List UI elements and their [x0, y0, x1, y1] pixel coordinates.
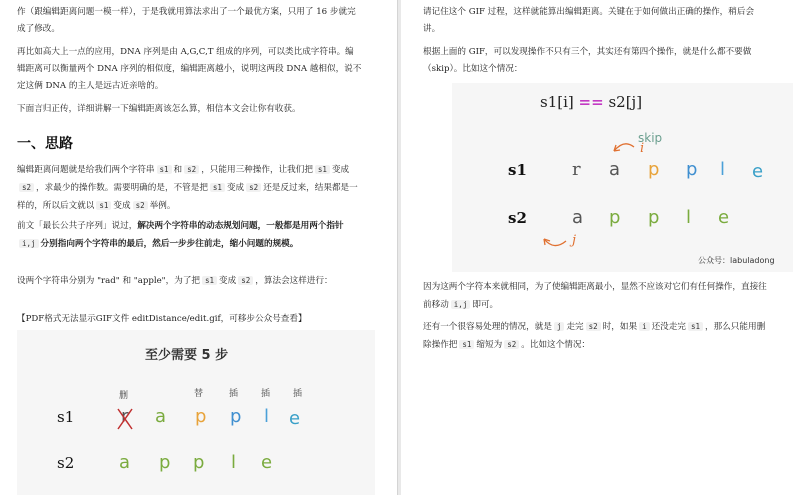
pointer-j-label: j [572, 233, 577, 248]
section-heading: 一、思路 [17, 136, 73, 152]
s2-letter-a: a [572, 207, 584, 228]
text: 变成 [113, 201, 131, 211]
paragraph-dna: 再比如高大上一点的应用，DNA 序列是由 A,G,C,T 组成的序列，可以类比成字符串。编辑距离可以衡量两个 DNA 序列的相似度，编辑距离越小，说明这两段 DNA 越相似，说不定这俩 DNA 的主人是远古近亲啥的。 [17, 47, 362, 91]
s1-letter-e: e [752, 161, 764, 182]
code-s2: s2 [238, 276, 253, 285]
s2-letter-p: p [159, 452, 171, 473]
s1-letter-r: r [121, 406, 129, 427]
s2-letter-l: l [231, 452, 237, 473]
formula-right: s2[j] [608, 93, 643, 111]
bold-text: 分别指向两个字符串的最后，然后一步步往前走，缩小问题的规模。 [40, 239, 299, 249]
code-i: i [639, 322, 650, 331]
code-ij: i,j [451, 300, 471, 309]
code-s2: s2 [246, 183, 261, 192]
text: 即可。 [472, 300, 499, 310]
text: ，求最少的操作数。需要明确的是，不管是把 [36, 183, 208, 193]
text: 还是反过来，结果都是一样的，所以后文就以 [17, 183, 358, 211]
text: 还没走完 [651, 322, 686, 332]
s1-letter-p: p [230, 406, 242, 427]
text: 缩短为 [476, 340, 503, 350]
gif-notice: 【PDF格式无法显示GIF文件 editDistance/edit.gif，可移步公众号查看】 [17, 314, 307, 324]
code-s2: s2 [586, 322, 601, 331]
s2-letter-a: a [119, 452, 131, 473]
code-s1: s1 [157, 165, 172, 174]
edit-steps-figure [17, 330, 375, 495]
text: 变成 [226, 183, 245, 193]
pointer-i-label: i [640, 141, 645, 156]
formula-left: s1[i] [540, 93, 574, 111]
paragraph-intro: 作（跟编辑距离问题一模一样），于是我就用算法求出了一个最优方案，只用了 16 步就完成了修改。 [17, 7, 356, 34]
s2-letter-l: l [686, 207, 692, 228]
op-delete-label: 删 [119, 391, 129, 401]
delete-mark-icon [115, 406, 135, 432]
paragraph-example [17, 272, 362, 290]
right-page [401, 0, 793, 495]
text: ，算法会这样进行： [255, 276, 333, 286]
op-insert-label: 插 [293, 389, 303, 399]
text: 变成 [331, 165, 350, 175]
paragraph-same-chars [423, 279, 768, 314]
text: 因为这两个字符本来就相同，为了使编辑距离最小，显然不应该对它们有任何操作，直接往前移动 [423, 282, 767, 310]
paragraph-remember-gif: 请记住这个 GIF 过程，这样就能算出编辑距离。关键在于如何做出正确的操作，稍后会讲。 [423, 7, 755, 34]
text: 变成 [219, 276, 237, 286]
s2-letter-e: e [718, 207, 730, 228]
text: ，只能用三种操作，让我们把 [201, 165, 313, 175]
code-s1: s1 [459, 340, 474, 349]
arrow-j-icon [540, 229, 570, 253]
s1-label: s1 [508, 161, 527, 179]
text: 举例。 [149, 201, 176, 211]
text: 。比如这个情况： [521, 340, 591, 350]
code-s2: s2 [504, 340, 519, 349]
text: 设两个字符串分别为 "rad" 和 "apple"，为了把 [17, 276, 201, 286]
text: 还有一个很容易处理的情况，就是 [423, 322, 552, 332]
code-s1: s1 [96, 201, 111, 210]
paragraph-dp-approach [17, 218, 362, 253]
s2-letter-p: p [609, 207, 621, 228]
paragraph-j-finished [423, 318, 768, 354]
code-s1: s1 [688, 322, 703, 331]
paragraph-transition: 下面言归正传，详细讲解一下编辑距离该怎么算，相信本文会让你有收获。 [17, 104, 301, 114]
code-s1: s1 [210, 183, 225, 192]
s2-label: s2 [57, 454, 75, 472]
code-s2: s2 [184, 165, 199, 174]
s1-letter-a: a [155, 406, 167, 427]
paragraph-skip-operation: 根据上面的 GIF，可以发现操作不只有三个，其实还有第四个操作，就是什么都不要做（skip）。比如这个情况： [423, 47, 752, 74]
s1-letter-r: r [572, 159, 581, 180]
op-replace-label: 替 [194, 389, 204, 399]
skip-label: skip [638, 131, 663, 145]
s2-letter-e: e [261, 452, 273, 473]
text: ，那么只能用删除操作把 [423, 322, 766, 350]
formula [540, 93, 642, 111]
op-insert-label: 插 [261, 389, 271, 399]
s1-label: s1 [57, 408, 75, 426]
formula-op: == [578, 93, 604, 111]
skip-figure [452, 83, 793, 272]
figure-title: 至少需要 5 步 [145, 348, 229, 363]
s1-letter-p: p [686, 159, 698, 180]
s2-letter-p: p [648, 207, 660, 228]
text: 走完 [566, 322, 584, 332]
text: 时，如果 [602, 322, 638, 332]
text: 和 [173, 165, 183, 175]
text: 编辑距离问题就是给我们两个字符串 [17, 165, 155, 175]
code-s1: s1 [202, 276, 217, 285]
s2-letter-p: p [193, 452, 205, 473]
paragraph-problem [17, 161, 362, 215]
op-insert-label: 插 [229, 389, 239, 399]
code-s2: s2 [133, 201, 148, 210]
s1-letter-l: l [720, 159, 726, 180]
watermark: 公众号：labuladong [698, 256, 775, 265]
text: 前文「最长公共子序列」说过， [17, 221, 138, 231]
s1-letter-p: p [195, 406, 207, 427]
s1-letter-p: p [648, 159, 660, 180]
bold-text: 解决两个字符串的动态规划问题，一般都是用两个指针 [137, 221, 344, 231]
code-s1: s1 [315, 165, 330, 174]
s1-letter-l: l [264, 406, 270, 427]
s1-letter-a: a [609, 159, 621, 180]
code-ij: i,j [19, 239, 39, 248]
code-s2: s2 [19, 183, 34, 192]
s1-letter-e: e [289, 408, 301, 429]
s2-label: s2 [508, 209, 527, 227]
code-j: j [554, 322, 565, 331]
